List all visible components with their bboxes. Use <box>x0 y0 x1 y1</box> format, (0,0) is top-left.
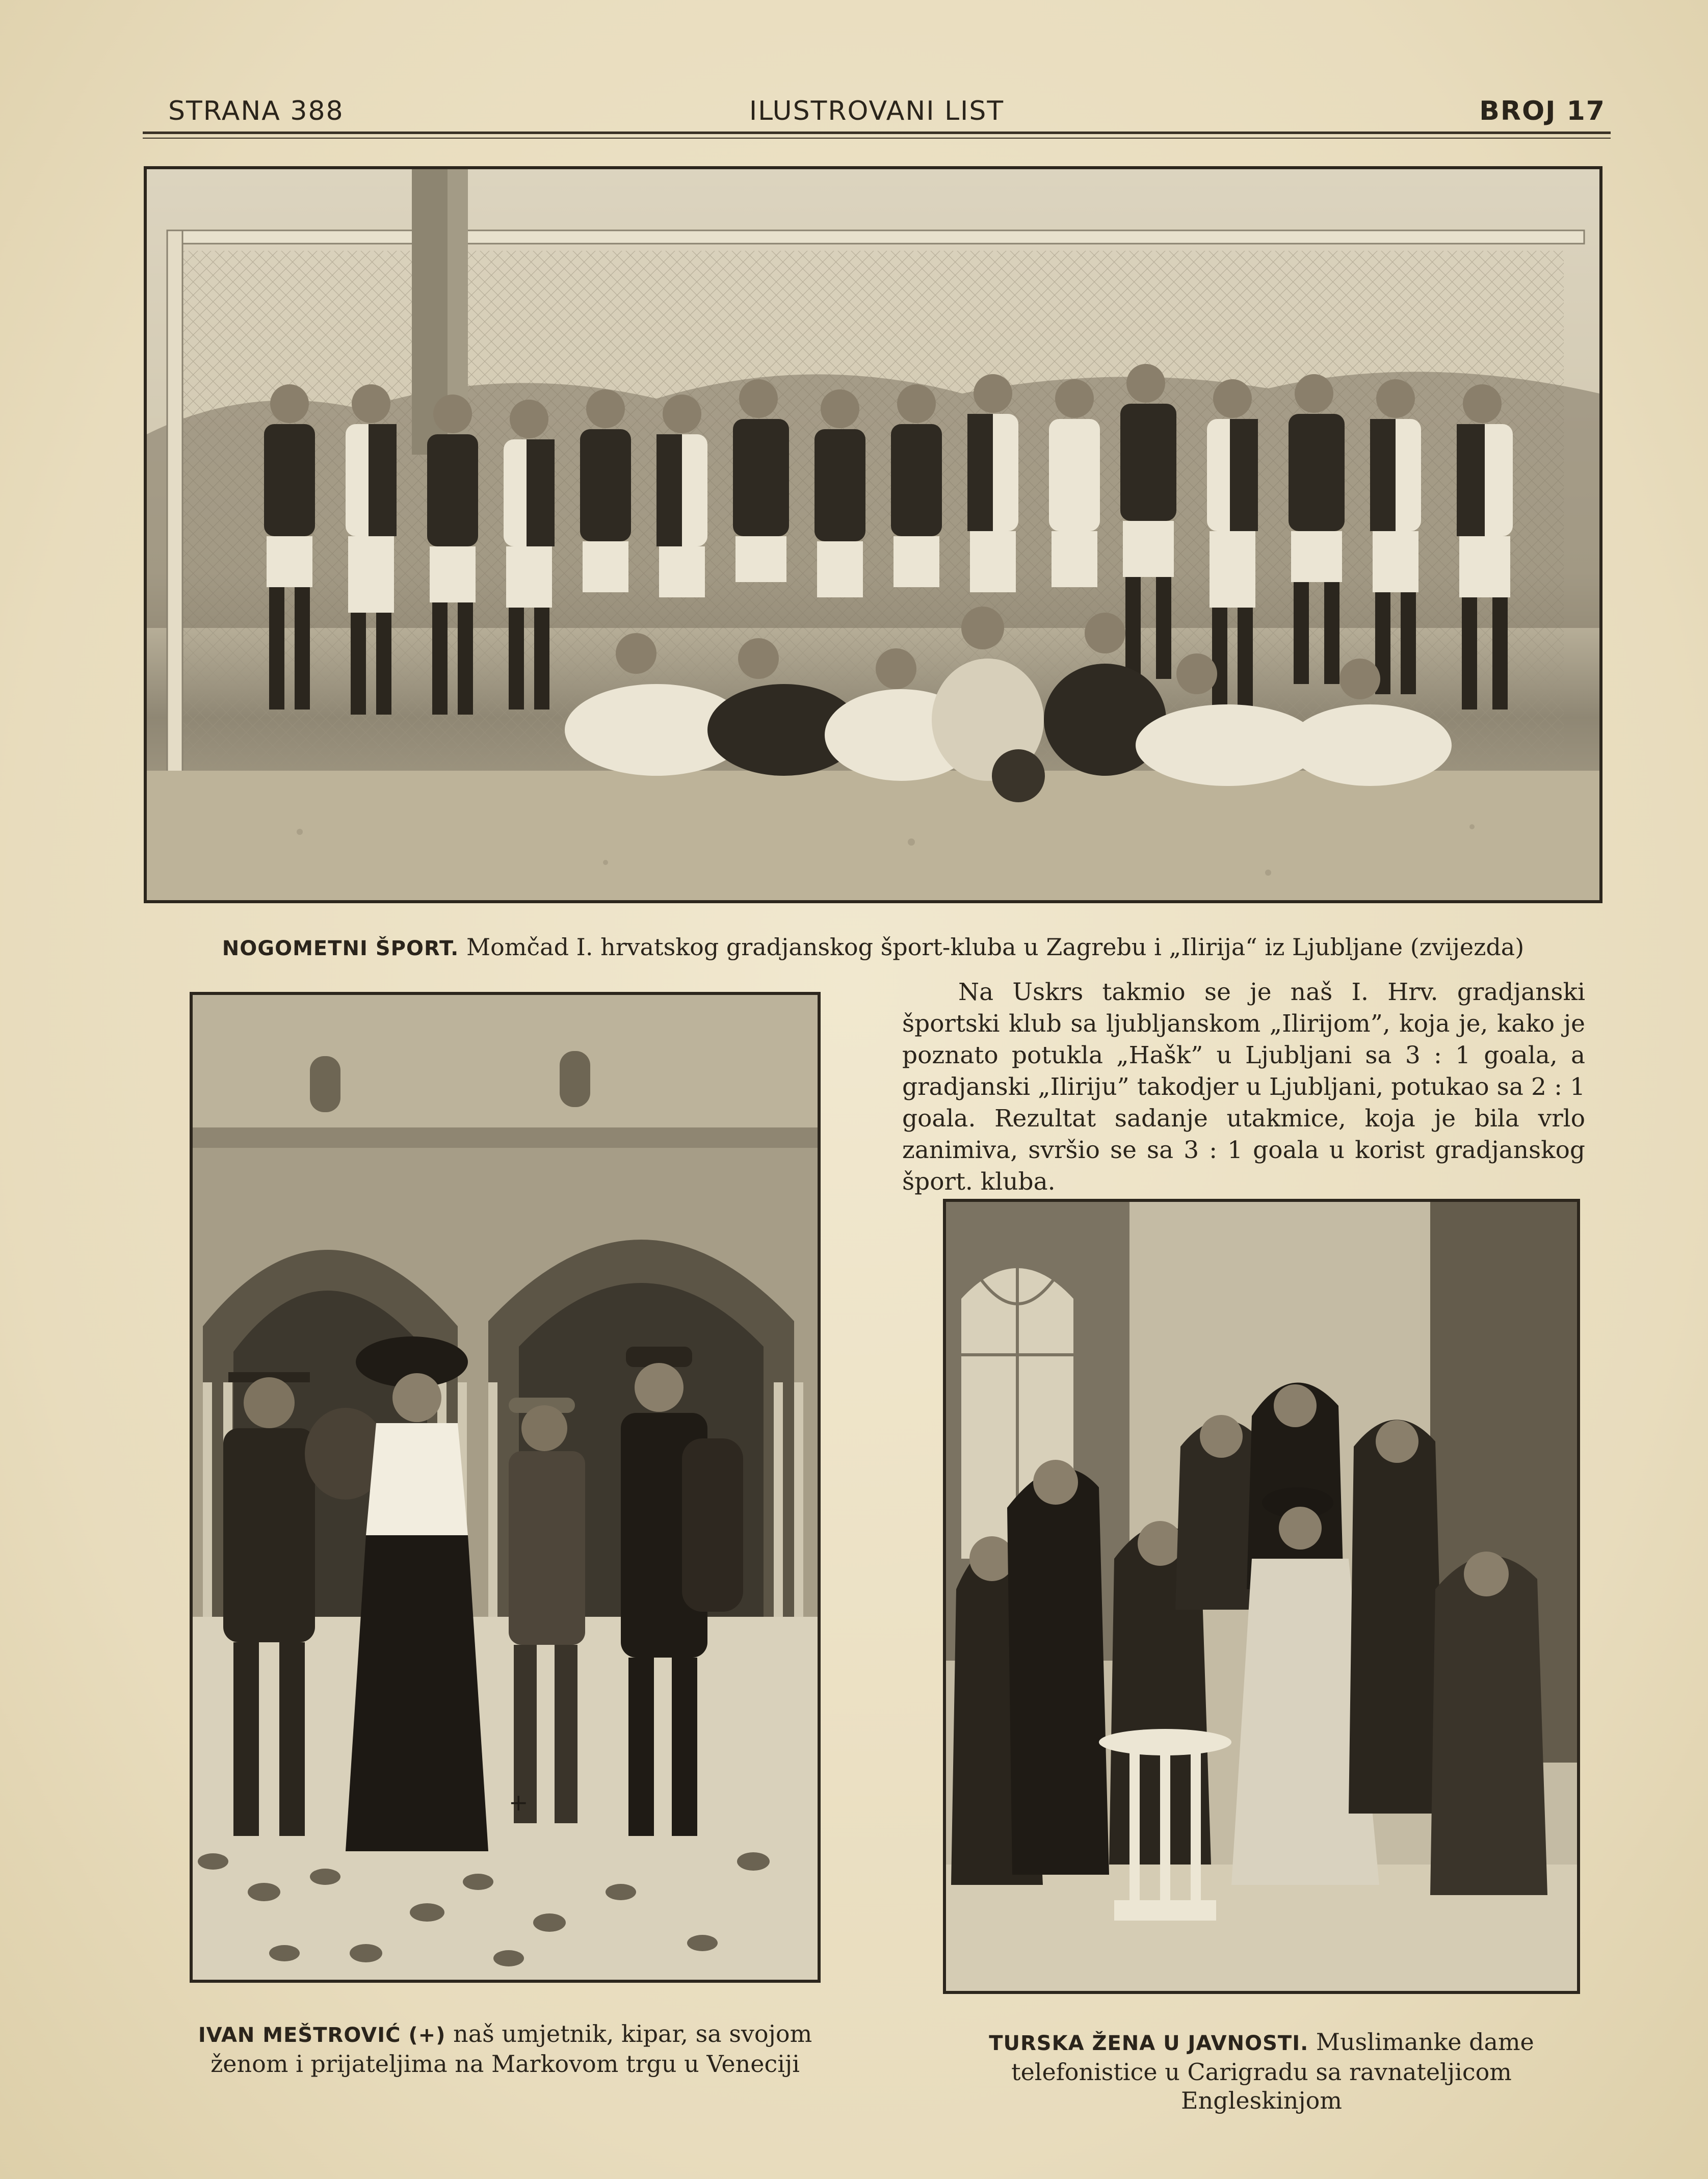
mestrovic-venice-photo <box>190 992 821 1983</box>
mestrovic-caption-title: IVAN MEŠTROVIĆ (+) <box>198 2024 446 2047</box>
mestrovic-photo-caption <box>190 2019 821 2078</box>
issue-number: BROJ 17 <box>1479 96 1606 126</box>
turkish-caption-text: Muslimanke dame telefonistice u Carigradu sa ravnateljicom Engleskinjom <box>1011 2028 1534 2114</box>
page-header <box>143 96 1611 137</box>
football-caption-title: NOGOMETNI ŠPORT. <box>222 937 459 960</box>
football-photo-caption <box>144 933 1602 963</box>
photo-cross-mark: + <box>509 1789 529 1816</box>
header-rule-thin <box>143 138 1611 139</box>
publication-title: ILUSTROVANI LIST <box>749 96 1005 126</box>
mestrovic-caption-text: naš umjetnik, kipar, sa svojom ženom i prijateljima na Markovom trgu u Veneciji <box>211 2020 812 2078</box>
page-number: STRANA 388 <box>168 96 344 126</box>
football-team-photo <box>144 166 1602 903</box>
article-text: Na Uskrs takmio se je naš I. Hrv. gradjanski športski klub sa ljubljanskom „Ilirijom”, koja je, kako je poznato potukla „Hašk” u Ljubljani sa 3 : 1 goala, a gradjanski „Iliriju” takodjer u Ljubljani, potukao sa 2 : 1 goala. Rezultat sadanje utakmice, koja je bila vrlo zanimiva, svršio se sa 3 : 1 goala u korist gradjanskog šport. kluba. <box>902 978 1585 1196</box>
turkish-photo-caption <box>943 2028 1580 2115</box>
turkish-women-photo <box>943 1199 1580 1994</box>
header-rule <box>143 132 1611 134</box>
turkish-caption-title: TURSKA ŽENA U JAVNOSTI. <box>989 2032 1309 2055</box>
football-caption-text: Momčad I. hrvatskog gradjanskog šport-kluba u Zagrebu i „Ilirija“ iz Ljubljane (zvijezda) <box>466 933 1525 961</box>
